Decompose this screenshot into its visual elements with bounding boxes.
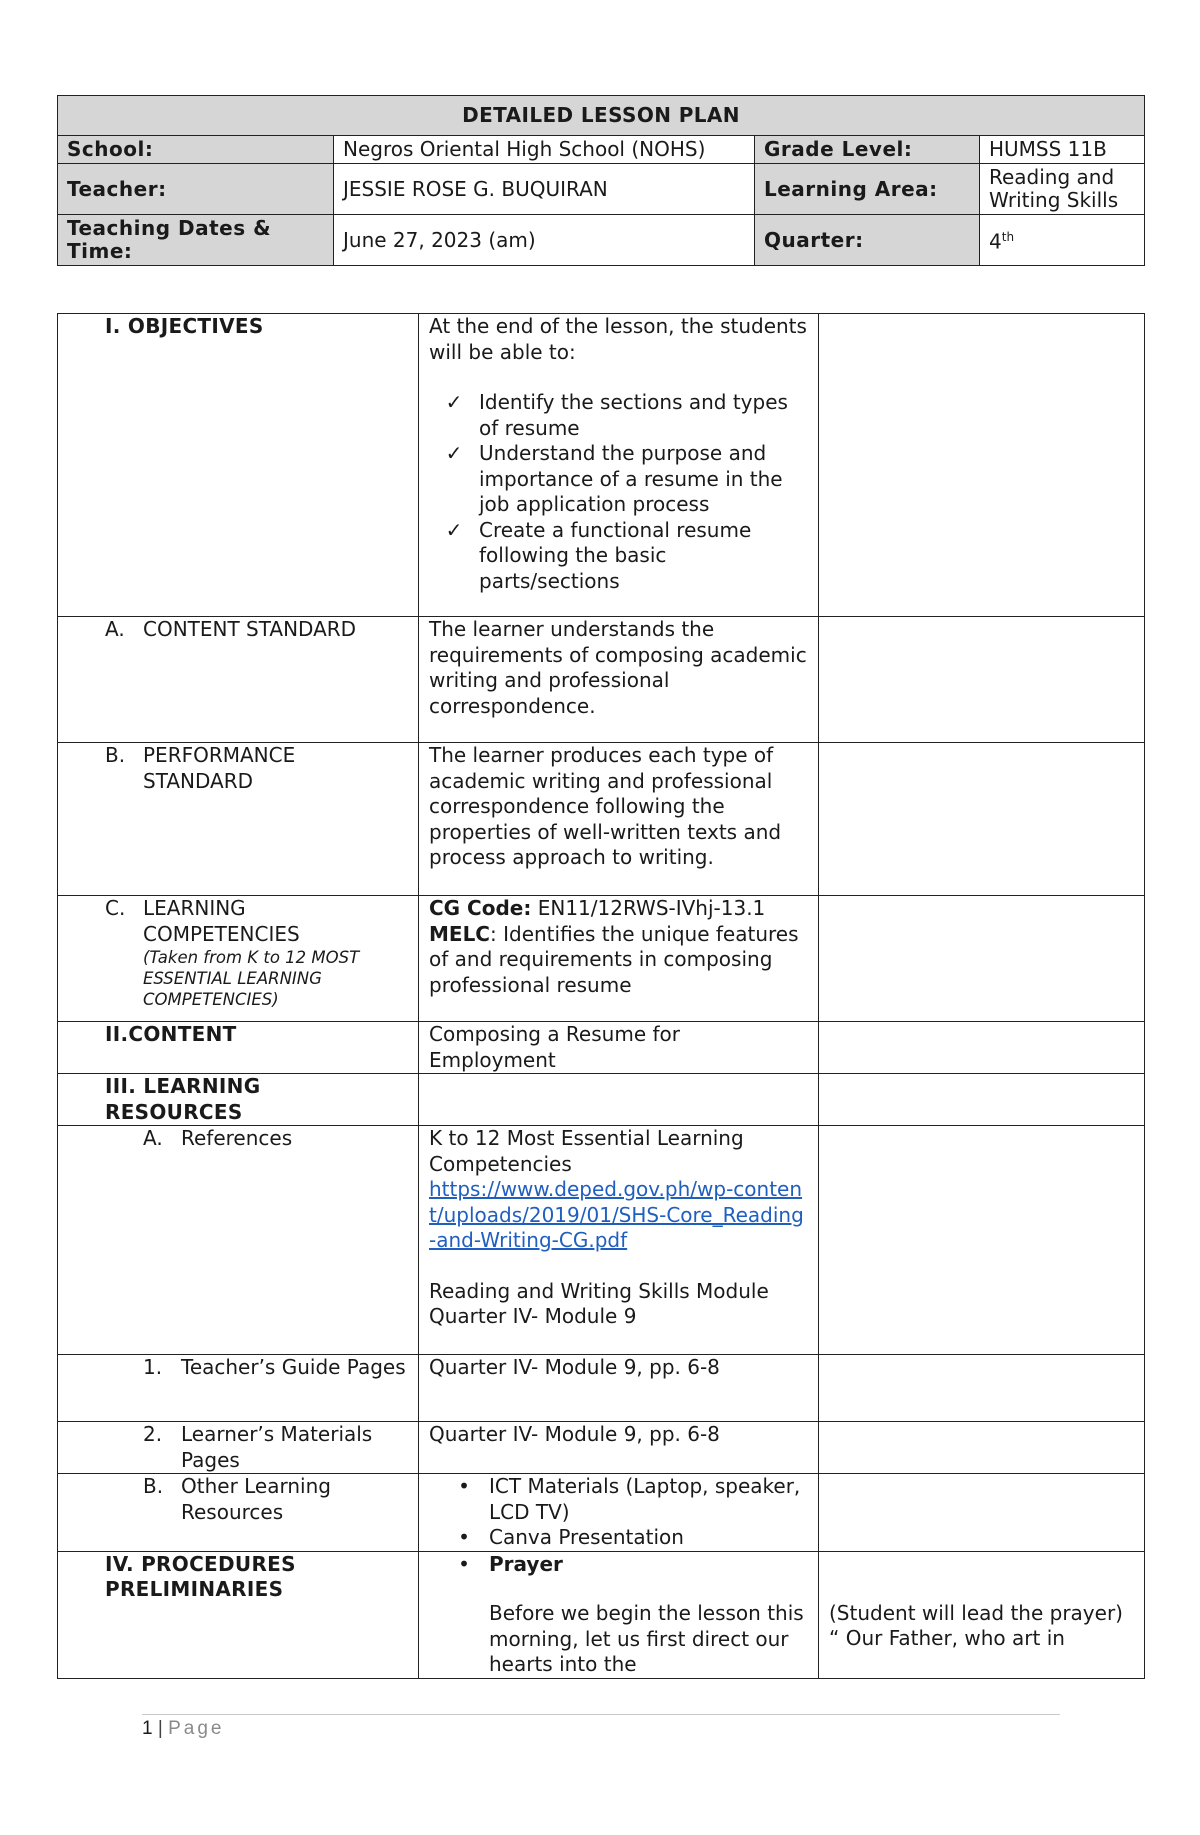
competencies-text [419,896,819,1022]
other-resources-label: Other Learning Resources [181,1474,331,1524]
objectives-intro: At the end of the lesson, the students will be able to: [429,314,807,364]
student-prayer-text: (Student will lead the prayer) “ Our Father, who art in [829,1600,1123,1650]
bullet-icon: • [458,1525,470,1549]
references-label: References [181,1126,293,1150]
competencies-row: C. LEARNING COMPETENCIES (Taken from K to 12 MOST ESSENTIAL LEARNING COMPETENCIES) CG Code: EN11/12RWS-IVhj-13.1 MELC: Identifies the unique features of and requirements in composing professional resume [58,896,1145,1022]
bullet-icon: • [458,1551,470,1576]
objective-item: ✓ Understand the purpose and importance of a resume in the job application process [429,441,808,518]
quarter-label: Quarter: [755,215,980,266]
lesson-plan-body-table [57,313,1145,1679]
learners-materials-label: Learner’s Materials Pages [181,1422,373,1472]
resources-heading: III. LEARNING RESOURCES [58,1074,419,1126]
page-footer [142,1718,224,1740]
teacher-prayer-text: Before we begin the lesson this morning, let us first direct our hearts into the [489,1601,804,1676]
check-icon: ✓ [445,517,463,542]
cg-code-label: CG Code: [429,896,532,920]
footer-separator: | [157,1718,163,1739]
objectives-notes-cell [819,314,1145,617]
teaching-dates-value: June 27, 2023 (am) [334,215,755,266]
school-label: School: [58,136,334,164]
footer-divider [142,1714,1060,1715]
teachers-guide-row: 1. Teacher’s Guide Pages Quarter IV- Module 9, pp. 6-8 [58,1355,1145,1422]
performance-standard-label: PERFORMANCE STANDARD [143,743,296,793]
check-icon: ✓ [445,390,463,414]
performance-standard-row: B. PERFORMANCE STANDARD The learner produces each type of academic writing and professional correspondence following the properties of well-written texts and process approach to writing. [58,743,1145,896]
page-number: 1 [142,1718,153,1739]
other-resources-list [429,1474,808,1551]
objectives-row [58,314,1145,617]
performance-standard-text: The learner produces each type of academic writing and professional correspondence following the properties of well-written texts and process approach to writing. [419,743,819,896]
learners-materials-row: 2. Learner’s Materials Pages Quarter IV- Module 9, pp. 6-8 [58,1422,1145,1474]
school-value: Negros Oriental High School (NOHS) [334,136,755,164]
lesson-plan-header-table [57,95,1145,266]
bullet-icon: • [458,1474,470,1498]
list-item: • Canva Presentation [439,1525,808,1551]
document-title: DETAILED LESSON PLAN [58,96,1145,136]
objective-item: ✓ Identify the sections and types of resume [429,390,808,441]
quarter-number: 4 [989,229,1002,254]
resources-row [58,1074,1145,1126]
quarter-value [980,215,1145,266]
teacher-label: Teacher: [58,164,334,215]
teaching-dates-label: Teaching Dates & Time: [58,215,334,266]
page-word: Page [168,1718,225,1739]
list-item: • ICT Materials (Laptop, speaker, LCD TV) [439,1474,808,1525]
check-icon: ✓ [445,441,463,465]
procedures-heading: IV. PROCEDURES PRELIMINARIES [58,1551,419,1678]
references-row: A. References K to 12 Most Essential Learning Competencies https://www.deped.gov.ph/wp-content/uploads/2019/01/SHS-Core_Reading-and-Writing-CG.pdf Reading and Writing Skills Module Quarter IV- Module 9 [58,1126,1145,1355]
quarter-suffix: th [1001,230,1015,245]
objectives-list [429,390,808,594]
content-text: Composing a Resume for Employment [419,1022,819,1074]
objectives-content [419,314,819,617]
learning-area-value: Reading and Writing Skills [980,164,1145,215]
objectives-heading: I. OBJECTIVES [58,314,419,617]
learners-materials-text: Quarter IV- Module 9, pp. 6-8 [419,1422,819,1474]
competencies-note: (Taken from K to 12 MOST ESSENTIAL LEARNING COMPETENCIES) [143,948,360,1009]
competencies-label: LEARNING COMPETENCIES [143,896,300,946]
prayer-label: Prayer [489,1551,563,1576]
procedures-row [58,1551,1145,1678]
cg-code-value: EN11/12RWS-IVhj-13.1 [531,896,766,920]
content-standard-label: CONTENT STANDARD [143,617,357,641]
grade-level-label: Grade Level: [755,136,980,164]
curriculum-guide-link[interactable]: https://www.deped.gov.ph/wp-content/uploads/2019/01/SHS-Core_Reading-and-Writing-CG.pdf [429,1177,804,1252]
melc-label: MELC [429,921,490,946]
teachers-guide-label: Teacher’s Guide Pages [181,1355,406,1379]
grade-level-value: HUMSS 11B [980,136,1145,164]
teachers-guide-text: Quarter IV- Module 9, pp. 6-8 [419,1355,819,1422]
content-row [58,1022,1145,1074]
objective-item: ✓ Create a functional resume following the basic parts/sections [429,518,808,595]
references-text: K to 12 Most Essential Learning Competencies https://www.deped.gov.ph/wp-content/uploads/2019/01/SHS-Core_Reading-and-Writing-CG.pdf Reading and Writing Skills Module Quarter IV- Module 9 [419,1126,819,1355]
content-standard-text: The learner understands the requirements of composing academic writing and professional correspondence. [419,617,819,743]
melc-value: : Identifies the unique features of and requirements in composing professional resume [429,921,799,997]
other-resources-row: B. Other Learning Resources • ICT Materials (Laptop, speaker, LCD TV) • Canva Presentation [58,1474,1145,1552]
content-heading: II.CONTENT [58,1022,419,1074]
teacher-value: JESSIE ROSE G. BUQUIRAN [334,164,755,215]
learning-area-label: Learning Area: [755,164,980,215]
content-standard-row: A. CONTENT STANDARD The learner understands the requirements of composing academic writing and professional correspondence. [58,617,1145,743]
